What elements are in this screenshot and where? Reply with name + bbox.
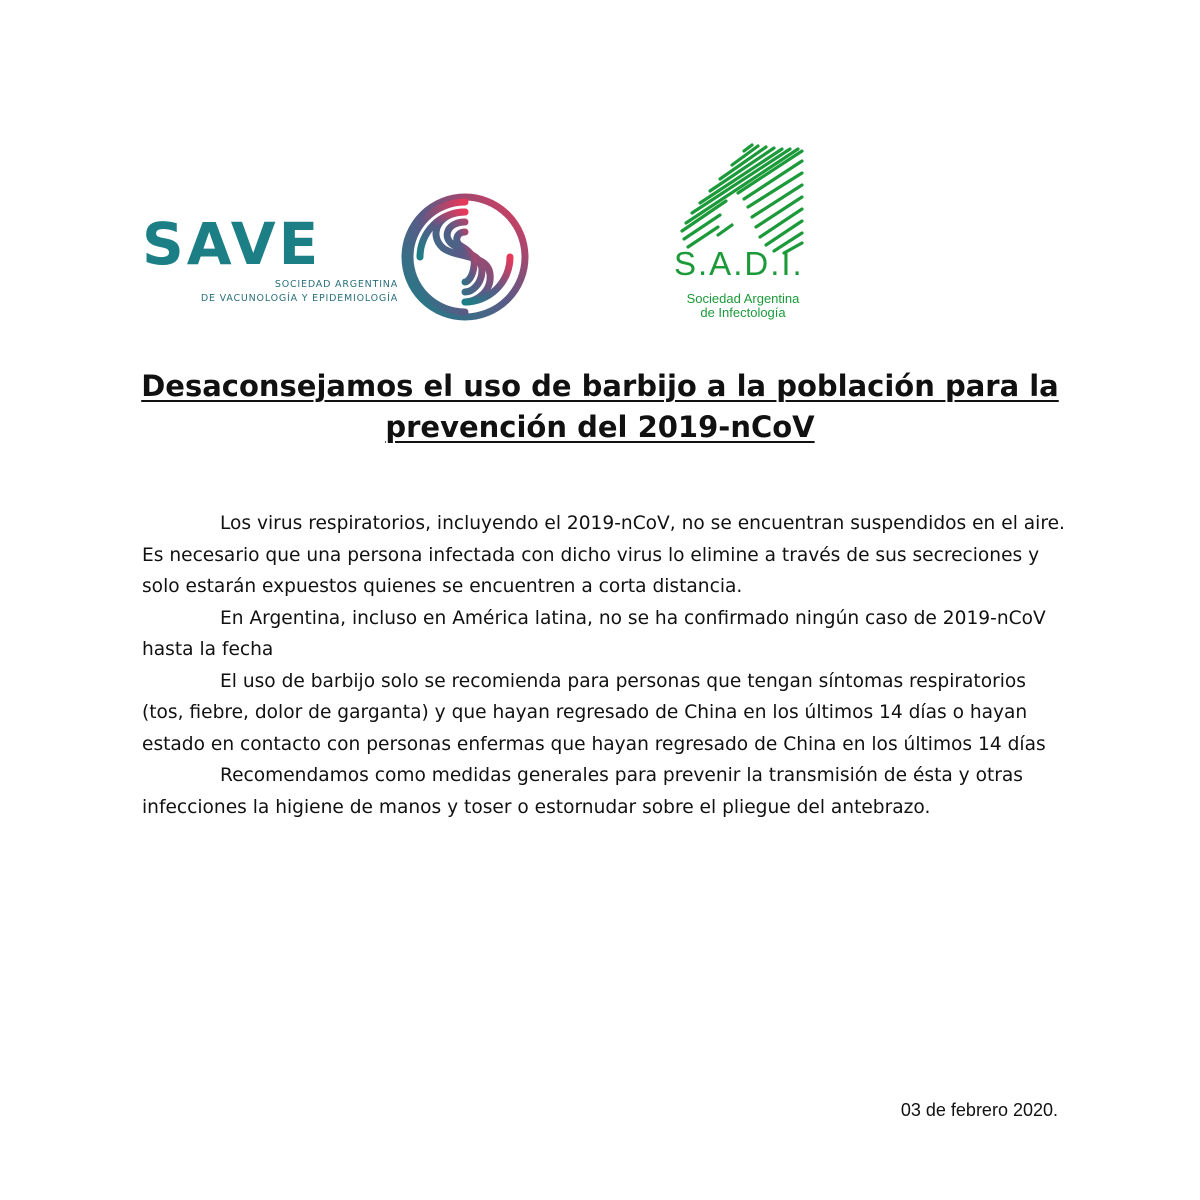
body-paragraph: Los virus respiratorios, incluyendo el 2019-nCoV, no se encuentran suspendidos en el aire. Es necesario que una persona infectada con dicho virus lo elimine a través de sus secreciones y solo estarán expuestos quienes se encuentren a corta distancia. (142, 513, 1065, 597)
save-logo (140, 205, 530, 325)
document-date: 03 de febrero 2020. (900, 1100, 1058, 1120)
save-spiral-emblem-icon (398, 190, 532, 324)
document-title (100, 366, 1100, 448)
document-body (142, 508, 1067, 823)
sadi-subtitle-line2: de Infectología (700, 305, 786, 320)
sadi-hatched-emblem-icon (674, 143, 806, 255)
save-subtitle (178, 278, 398, 306)
save-wordmark: SAVE (142, 210, 322, 278)
sadi-subtitle-line1: Sociedad Argentina (686, 291, 800, 306)
body-paragraph: En Argentina, incluso en América latina, no se ha confirmado ningún caso de 2019-nCoV hasta la fecha (142, 607, 1046, 660)
body-paragraph: El uso de barbijo solo se recomienda para personas que tengan síntomas respiratorios (tos, fiebre, dolor de garganta) y que hayan regresado de China en los últimos 14 días o hayan estado en contacto con personas enfermas que hayan regresado de China en los últimos 14 días (142, 670, 1046, 755)
title-line-2: prevención del 2019-nCoV (385, 410, 815, 444)
save-subtitle-line1: SOCIEDAD ARGENTINA (274, 279, 398, 290)
sadi-subtitle (668, 292, 818, 320)
title-line-1: Desaconsejamos el uso de barbijo a la población para la (141, 369, 1059, 403)
sadi-title: S.A.D.I. (674, 245, 804, 282)
save-subtitle-line2: DE VACUNOLOGÍA Y EPIDEMIOLOGÍA (200, 293, 398, 304)
sadi-logo (668, 143, 828, 323)
body-paragraph: Recomendamos como medidas generales para prevenir la transmisión de ésta y otras infecciones la higiene de manos y toser o estornudar sobre el pliegue del antebrazo. (142, 765, 1023, 818)
